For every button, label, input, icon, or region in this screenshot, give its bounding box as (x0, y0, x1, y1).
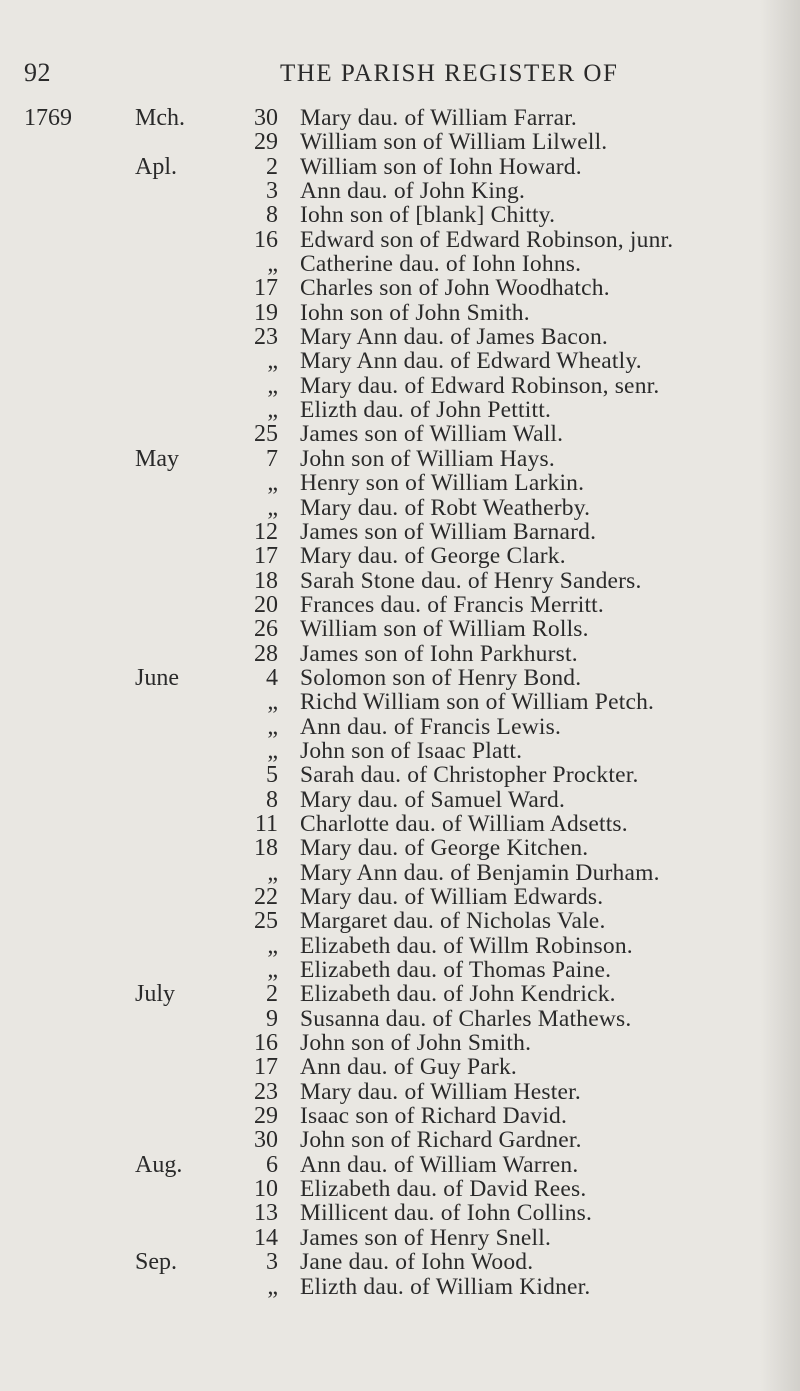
register-row (0, 496, 800, 520)
entry-month: Apl. (135, 153, 177, 180)
entry-day: 9 (266, 1005, 278, 1032)
page-number: 92 (24, 58, 51, 87)
register-row (0, 788, 800, 812)
entry-text: Iohn son of John Smith. (300, 299, 530, 326)
entry-text: Sarah dau. of Christopher Prockter. (300, 762, 639, 789)
register-year: 1769 (24, 105, 72, 131)
entry-day: 16 (254, 226, 278, 253)
entry-day: 23 (254, 1078, 278, 1105)
entry-text: Frances dau. of Francis Merritt. (300, 591, 604, 618)
entry-text: John son of Richard Gardner. (300, 1127, 582, 1154)
register-row (0, 763, 800, 787)
entry-day: 11 (254, 810, 278, 837)
entry-text: Elizabeth dau. of Thomas Paine. (300, 957, 612, 984)
entry-day: 14 (254, 1224, 278, 1251)
running-title: THE PARISH REGISTER OF (280, 60, 619, 87)
entry-day: 2 (266, 981, 278, 1008)
entry-day: „ (267, 737, 278, 764)
page-header (24, 58, 784, 98)
register-row (0, 836, 800, 860)
register-row (0, 666, 800, 690)
entry-text: Mary Ann dau. of Edward Wheatly. (300, 348, 642, 375)
register-row (0, 1201, 800, 1225)
entry-month: July (135, 981, 176, 1008)
entry-day: 6 (266, 1151, 278, 1178)
register-row (0, 325, 800, 349)
entry-text: Ann dau. of William Warren. (300, 1151, 579, 1178)
entry-text: Mary Ann dau. of Benjamin Durham. (300, 859, 660, 886)
entry-month: Mch. (135, 105, 185, 131)
entry-day: 16 (254, 1030, 278, 1057)
register-row (0, 1177, 800, 1201)
register-row (0, 179, 800, 203)
entry-text: Mary dau. of William Hester. (300, 1078, 581, 1105)
entry-month: Aug. (135, 1151, 183, 1178)
register-row (0, 569, 800, 593)
register-row (0, 909, 800, 933)
entry-text: Jane dau. of Iohn Wood. (300, 1249, 534, 1276)
register-row (0, 1055, 800, 1079)
entry-day: 8 (266, 786, 278, 813)
entry-text: Edward son of Edward Robinson, junr. (300, 226, 674, 253)
entry-day: 4 (266, 664, 278, 691)
entry-text: Ann dau. of John King. (300, 178, 526, 205)
register-row (0, 398, 800, 422)
entry-day: 22 (254, 884, 278, 910)
register-row (0, 520, 800, 544)
register-row (0, 349, 800, 373)
register-row (0, 885, 800, 909)
register-row (0, 1275, 800, 1299)
entry-text: Isaac son of Richard David. (300, 1103, 568, 1130)
entry-day: 17 (254, 1054, 278, 1081)
entry-text: Iohn son of [blank] Chitty. (300, 202, 556, 229)
entry-day: „ (267, 494, 278, 521)
register-row (0, 593, 800, 617)
entry-day: 30 (254, 105, 278, 131)
entry-text: Susanna dau. of Charles Mathews. (300, 1005, 632, 1032)
entry-month: Sep. (135, 1249, 177, 1276)
entry-text: Mary dau. of Robt Weatherby. (300, 494, 591, 521)
register-row (0, 1080, 800, 1104)
register-row (0, 422, 800, 446)
entry-day: 12 (254, 518, 278, 545)
entry-month: June (135, 664, 179, 691)
baptism-register (0, 106, 800, 1299)
entry-text: Mary dau. of George Kitchen. (300, 835, 589, 862)
entry-day: 7 (266, 445, 278, 472)
register-row (0, 471, 800, 495)
entry-text: Margaret dau. of Nicholas Vale. (300, 908, 606, 935)
entry-day: „ (267, 1273, 278, 1300)
entry-text: Elizth dau. of William Kidner. (300, 1273, 591, 1300)
register-row (0, 374, 800, 398)
register-row (0, 130, 800, 154)
register-row (0, 1250, 800, 1274)
entry-day: 30 (254, 1127, 278, 1154)
entry-day: 3 (266, 1249, 278, 1276)
entry-day: „ (267, 932, 278, 959)
entry-text: Sarah Stone dau. of Henry Sanders. (300, 567, 642, 594)
register-row (0, 1128, 800, 1152)
entry-text: William son of Iohn Howard. (300, 153, 582, 180)
entry-text: Henry son of William Larkin. (300, 470, 585, 497)
register-row (0, 1104, 800, 1128)
entry-day: „ (267, 397, 278, 424)
entry-day: 18 (254, 567, 278, 594)
entry-text: Elizth dau. of John Pettitt. (300, 397, 552, 424)
entry-day: 5 (266, 762, 278, 789)
register-row (0, 982, 800, 1006)
register-row (0, 203, 800, 227)
entry-text: James son of Iohn Parkhurst. (300, 640, 578, 667)
register-row (0, 252, 800, 276)
entry-day: „ (267, 957, 278, 984)
entry-day: 25 (254, 908, 278, 935)
entry-day: „ (267, 372, 278, 399)
entry-text: John son of John Smith. (300, 1030, 532, 1057)
entry-day: „ (267, 689, 278, 716)
entry-text: Elizabeth dau. of Willm Robinson. (300, 932, 633, 959)
entry-day: 26 (254, 616, 278, 643)
register-row (0, 812, 800, 836)
entry-text: Charlotte dau. of William Adsetts. (300, 810, 628, 837)
entry-day: 29 (254, 129, 278, 156)
register-row (0, 1007, 800, 1031)
entry-text: Mary dau. of William Edwards. (300, 884, 604, 910)
register-row (0, 228, 800, 252)
entry-day: „ (267, 859, 278, 886)
register-row (0, 544, 800, 568)
entry-day: „ (267, 713, 278, 740)
entry-day: 20 (254, 591, 278, 618)
entry-day: 29 (254, 1103, 278, 1130)
entry-text: Ann dau. of Guy Park. (300, 1054, 517, 1081)
register-row (0, 690, 800, 714)
entry-day: 3 (266, 178, 278, 205)
entry-text: William son of William Rolls. (300, 616, 589, 643)
entry-day: 10 (254, 1176, 278, 1203)
register-row (0, 301, 800, 325)
entry-day: 13 (254, 1200, 278, 1227)
entry-text: James son of William Wall. (300, 421, 564, 448)
entry-text: Solomon son of Henry Bond. (300, 664, 582, 691)
entry-day: 17 (254, 543, 278, 570)
register-row (0, 617, 800, 641)
entry-text: Elizabeth dau. of John Kendrick. (300, 981, 616, 1008)
entry-text: Charles son of John Woodhatch. (300, 275, 610, 302)
entry-day: 18 (254, 835, 278, 862)
entry-text: Elizabeth dau. of David Rees. (300, 1176, 587, 1203)
entry-day: 25 (254, 421, 278, 448)
entry-day: 28 (254, 640, 278, 667)
register-row (0, 739, 800, 763)
register-row (0, 1226, 800, 1250)
entry-text: Catherine dau. of Iohn Iohns. (300, 251, 582, 278)
entry-day: „ (267, 251, 278, 278)
entry-day: 17 (254, 275, 278, 302)
entry-text: Ann dau. of Francis Lewis. (300, 713, 562, 740)
entry-text: Mary Ann dau. of James Bacon. (300, 324, 608, 351)
register-row (0, 958, 800, 982)
entry-text: William son of William Lilwell. (300, 129, 608, 156)
entry-text: Mary dau. of Samuel Ward. (300, 786, 566, 813)
register-row (0, 276, 800, 300)
entry-day: „ (267, 470, 278, 497)
entry-text: Mary dau. of Edward Robinson, senr. (300, 372, 660, 399)
register-row (0, 861, 800, 885)
register-row (0, 715, 800, 739)
register-row (0, 447, 800, 471)
entry-day: 2 (266, 153, 278, 180)
entry-text: Richd William son of William Petch. (300, 689, 655, 716)
entry-text: Mary dau. of George Clark. (300, 543, 566, 570)
register-row (0, 1153, 800, 1177)
entry-month: May (135, 445, 179, 472)
entry-text: Mary dau. of William Farrar. (300, 105, 578, 131)
entry-day: „ (267, 348, 278, 375)
register-row (0, 1031, 800, 1055)
entry-text: James son of Henry Snell. (300, 1224, 552, 1251)
entry-day: 23 (254, 324, 278, 351)
entry-day: 8 (266, 202, 278, 229)
register-row (0, 934, 800, 958)
register-row (0, 642, 800, 666)
entry-text: James son of William Barnard. (300, 518, 597, 545)
register-row (0, 155, 800, 179)
entry-text: John son of Isaac Platt. (300, 737, 523, 764)
entry-text: Millicent dau. of Iohn Collins. (300, 1200, 593, 1227)
entry-day: 19 (254, 299, 278, 326)
register-row (0, 106, 800, 130)
entry-text: John son of William Hays. (300, 445, 555, 472)
